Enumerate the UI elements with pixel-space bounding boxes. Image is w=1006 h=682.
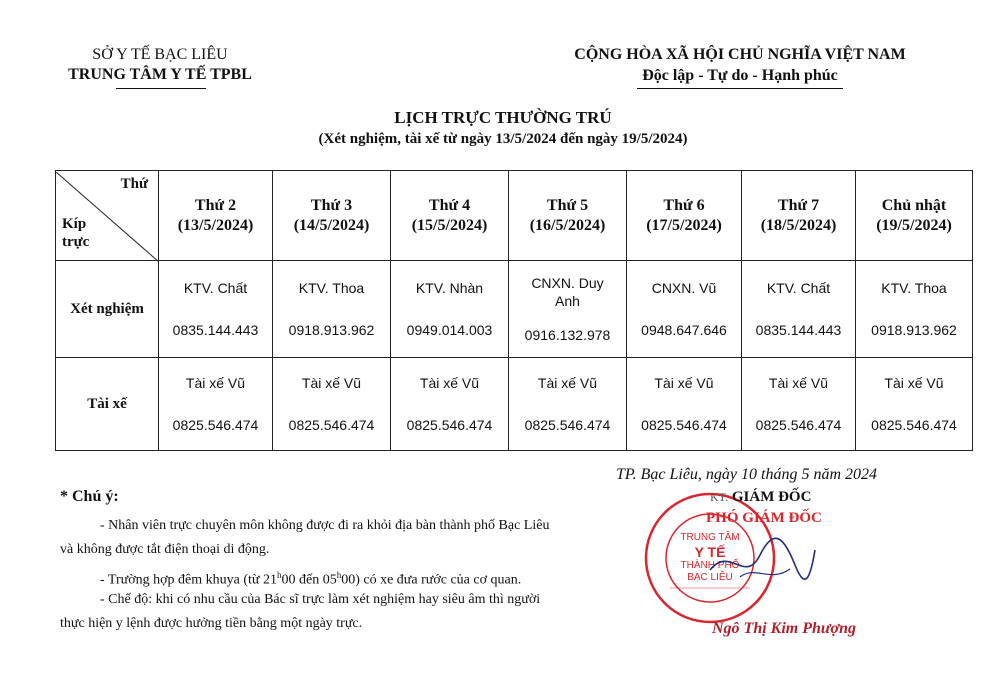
role-deputy-director: PHÓ GIÁM ĐỐC	[706, 510, 822, 526]
table-row	[56, 358, 973, 451]
corner-cell	[56, 171, 159, 261]
day-header	[742, 171, 856, 261]
day-date: (18/5/2024)	[760, 216, 837, 234]
stamp-text: Y TẾ	[694, 544, 726, 560]
schedule-cell	[627, 358, 742, 451]
note-sup: h	[276, 570, 282, 580]
note-line: và không được tắt điện thoại di động.	[60, 542, 270, 557]
motto-underline	[637, 88, 843, 89]
staff-phone: 0835.144.443	[755, 322, 842, 338]
staff-name: Tài xế Vũ	[185, 375, 246, 391]
day-header	[159, 171, 273, 261]
staff-phone: 0825.546.474	[871, 417, 957, 433]
staff-name: CNXN. Duy Anh	[531, 275, 604, 309]
staff-phone: 0918.913.962	[871, 322, 957, 338]
schedule-cell	[509, 261, 627, 358]
signer-name: Ngô Thị Kim Phượng	[712, 620, 856, 637]
schedule-cell	[742, 358, 856, 451]
staff-name: Tài xế Vũ	[654, 375, 714, 391]
staff-phone: 0825.546.474	[755, 417, 842, 433]
stamp-text: TRUNG TÂM	[680, 532, 740, 543]
schedule-cell	[627, 261, 742, 358]
day-date: (13/5/2024)	[177, 216, 254, 234]
schedule-cell	[159, 358, 273, 451]
staff-name: Tài xế Vũ	[884, 375, 944, 391]
role-prefix: KT.	[710, 490, 729, 504]
role-director	[710, 489, 811, 506]
staff-name: KTV. Chất	[766, 280, 831, 296]
day-name: Thứ 3	[310, 196, 353, 214]
day-header	[627, 171, 742, 261]
note-line-night	[100, 565, 521, 591]
staff-name: KTV. Nhàn	[415, 280, 484, 296]
agency-name: TRUNG TÂM Y TẾ TPBL	[68, 66, 252, 83]
corner-label-shift-1: Kíp	[62, 215, 87, 232]
schedule-cell	[509, 358, 627, 451]
table-row	[56, 261, 973, 358]
note-line: thực hiện y lệnh được hưởng tiền bằng một ngày trực.	[60, 616, 363, 631]
day-name: Thứ 6	[663, 196, 705, 214]
schedule-table	[55, 170, 973, 451]
table-header-row	[56, 171, 973, 261]
schedule-cell	[856, 261, 973, 358]
document-title: LỊCH TRỰC THƯỜNG TRÚ	[394, 108, 612, 127]
note-sup: h	[336, 570, 342, 580]
handwritten-signature	[700, 525, 820, 595]
staff-name: Tài xế Vũ	[419, 375, 480, 391]
staff-phone: 0825.546.474	[172, 417, 259, 433]
staff-phone: 0948.647.646	[641, 322, 727, 338]
staff-phone: 0835.144.443	[172, 322, 259, 338]
day-date: (17/5/2024)	[646, 216, 722, 234]
schedule-cell	[742, 261, 856, 358]
note-line: - Nhân viên trực chuyên môn không được đi ra khỏi địa bàn thành phố Bạc Liêu	[100, 518, 550, 533]
notes-heading: * Chú ý:	[60, 488, 119, 505]
staff-name: KTV. Chất	[183, 280, 248, 296]
day-header	[509, 171, 627, 261]
stamp-text: THÀNH PHỐ	[680, 560, 740, 571]
staff-name: CNXN. Vũ	[651, 280, 717, 296]
schedule-cell	[856, 358, 973, 451]
role-title: GIÁM ĐỐC	[731, 489, 812, 505]
day-date: (15/5/2024)	[411, 216, 488, 234]
day-date: (19/5/2024)	[876, 216, 952, 234]
day-name: Thứ 7	[777, 196, 820, 214]
staff-name: Tài xế Vũ	[768, 375, 829, 391]
day-header	[856, 171, 973, 261]
staff-phone: 0825.546.474	[406, 417, 493, 433]
staff-phone: 0825.546.474	[641, 417, 727, 433]
day-name: Thứ 2	[194, 196, 237, 214]
note-text: 00) có xe đưa rước của cơ quan.	[341, 572, 522, 588]
staff-name: Tài xế Vũ	[301, 375, 362, 391]
row-label-lab: Xét nghiệm	[56, 261, 159, 358]
staff-phone: 0949.014.003	[406, 322, 493, 338]
staff-phone: 0918.913.962	[288, 322, 375, 338]
day-name: Thứ 5	[546, 196, 589, 214]
agency-underline	[116, 88, 206, 89]
day-header	[273, 171, 391, 261]
note-text: 00 đến 05	[281, 572, 337, 588]
staff-phone: 0916.132.978	[524, 327, 611, 343]
note-text: - Trường hợp đêm khuya (từ 21	[100, 572, 277, 588]
national-motto: Độc lập - Tự do - Hạnh phúc	[642, 67, 838, 84]
note-line: - Chế độ: khi có nhu cầu của Bác sĩ trực làm xét nghiệm hay siêu âm thì người	[100, 592, 541, 607]
day-date: (16/5/2024)	[529, 216, 606, 234]
schedule-cell	[391, 261, 509, 358]
row-label-driver: Tài xế	[56, 358, 159, 451]
corner-label-day: Thứ	[120, 175, 148, 192]
day-header	[391, 171, 509, 261]
place-date: TP. Bạc Liêu, ngày 10 tháng 5 năm 2024	[616, 466, 878, 483]
schedule-cell	[273, 358, 391, 451]
document-subtitle: (Xét nghiệm, tài xế từ ngày 13/5/2024 đến ngày 19/5/2024)	[318, 131, 688, 147]
day-date: (14/5/2024)	[293, 216, 370, 234]
staff-phone: 0825.546.474	[288, 417, 375, 433]
day-name: Thứ 4	[428, 196, 471, 214]
schedule-cell	[391, 358, 509, 451]
agency-parent: SỞ Y TẾ BẠC LIÊU	[92, 46, 228, 63]
day-name: Chủ nhật	[881, 196, 947, 214]
staff-name: Tài xế Vũ	[537, 375, 598, 391]
stamp-text: BẠC LIÊU	[687, 572, 733, 583]
staff-name: KTV. Thoa	[881, 280, 947, 296]
schedule-cell	[159, 261, 273, 358]
staff-phone: 0825.546.474	[524, 417, 611, 433]
corner-label-shift-2: trực	[62, 233, 90, 250]
schedule-cell	[273, 261, 391, 358]
staff-name: KTV. Thoa	[298, 280, 365, 296]
national-title: CỘNG HÒA XÃ HỘI CHỦ NGHĨA VIỆT NAM	[574, 46, 906, 63]
